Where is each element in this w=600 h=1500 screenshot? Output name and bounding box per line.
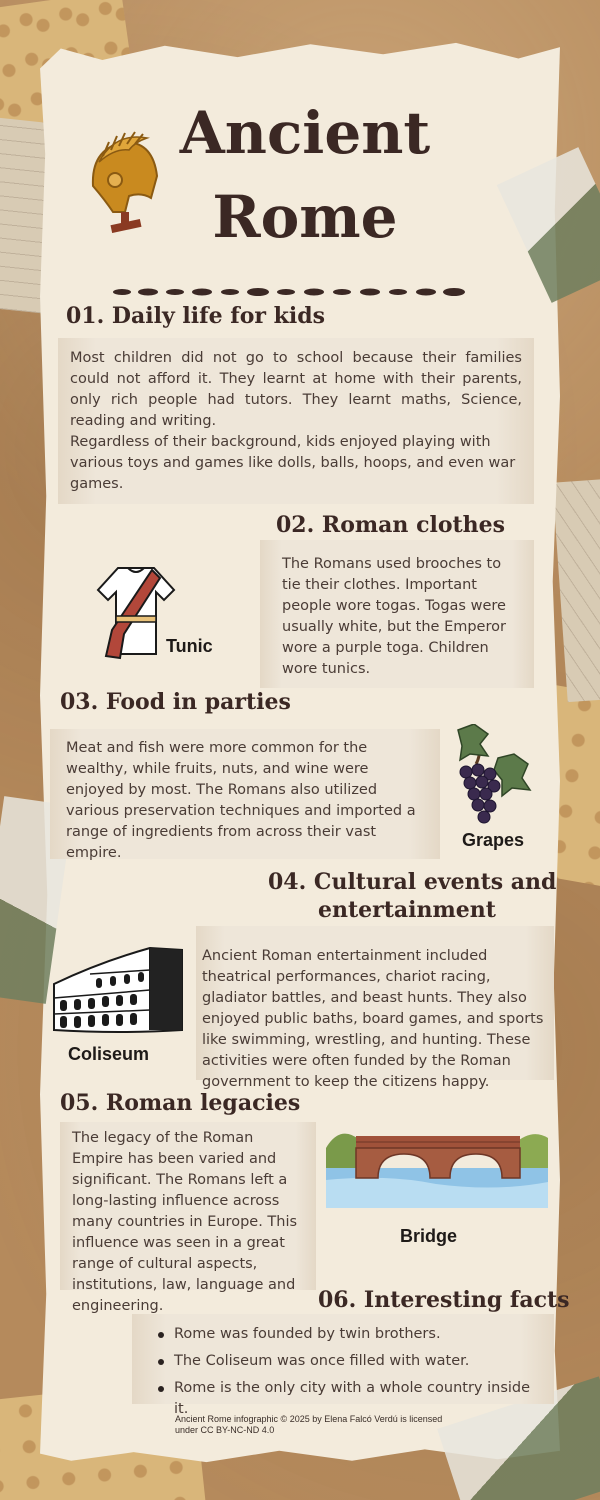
cultural-events-text-box (196, 926, 554, 1090)
section-heading-daily-life: 01. Daily life for kids (66, 303, 326, 329)
section-heading-cultural-events-line-2: entertainment (318, 897, 496, 923)
coliseum-icon (50, 944, 186, 1036)
daily-life-text-box (58, 338, 534, 504)
license-credit-line-1: Ancient Rome infographic © 2025 by Elena Falcó Verdú is licensed (175, 1414, 443, 1424)
food-text-box (50, 729, 440, 859)
grapes-icon (448, 724, 532, 828)
daily-life-paragraph-2: Regardless of their background, kids enjoyed playing with various toys and games like dolls, balls, hoops, and even war games. (70, 434, 516, 492)
tunic-caption: Tunic (166, 636, 213, 656)
fact-item: Rome was founded by twin brothers. (156, 1324, 548, 1345)
title-line-1: Ancient (179, 99, 431, 167)
divider-icon (110, 284, 490, 300)
food-text: Meat and fish were more common for the wealthy, while fruits, nuts, and wine were enjoyed by most. The Romans also utilized various preservation techniques and imported a range of ingredients from across their vast empire. (66, 740, 416, 861)
section-heading-interesting-facts: 06. Interesting facts (318, 1287, 570, 1313)
helmet-icon (85, 128, 170, 233)
section-heading-roman-clothes: 02. Roman clothes (276, 512, 506, 538)
section-heading-food-in-parties: 03. Food in parties (60, 689, 291, 715)
roman-legacies-text: The legacy of the Roman Empire has been varied and significant. The Romans left a long-lasting influence across many countries in Europe. This influence was seen in a great range of cultural aspects, institutions, law, language and engineering. (72, 1130, 298, 1314)
section-heading-cultural-events-line-1: 04. Cultural events and (268, 869, 557, 895)
license-credit-line-2: under CC BY-NC-ND 4.0 (175, 1425, 275, 1435)
fact-item: Rome is the only city with a whole country inside it. (156, 1378, 548, 1420)
daily-life-paragraph-1: Most children did not go to school because their families could not afford it. They learnt at home with their parents, only rich people had tutors. They learnt maths, Science, reading and writing. (70, 350, 522, 429)
facts-list (156, 1324, 548, 1420)
interesting-facts-text-box (132, 1314, 554, 1417)
roman-clothes-text: The Romans used brooches to tie their clothes. Important people wore togas. Togas were usually white, but the Emperor wore a purple toga. Children wore tunics. (282, 556, 506, 677)
bridge-caption: Bridge (400, 1226, 458, 1246)
license-credit (175, 1414, 495, 1436)
section-heading-roman-legacies: 05. Roman legacies (60, 1090, 301, 1116)
roman-legacies-text-box (60, 1122, 316, 1314)
title-line-2: Rome (212, 183, 398, 251)
grapes-caption: Grapes (462, 830, 525, 850)
coliseum-caption: Coliseum (68, 1044, 150, 1064)
bridge-icon (326, 1118, 548, 1208)
cultural-events-text: Ancient Roman entertainment included theatrical performances, chariot racing, gladiator battles, and beast hunts. They also enjoyed public baths, board games, and sports like swimming, wrestling, and hunting. These activities were often funded by the Roman government to keep the citizens happy. (202, 948, 544, 1090)
roman-clothes-text-box (260, 540, 534, 688)
fact-item: The Coliseum was once filled with water. (156, 1351, 548, 1372)
decorative-scrap-right-lined (552, 478, 600, 702)
